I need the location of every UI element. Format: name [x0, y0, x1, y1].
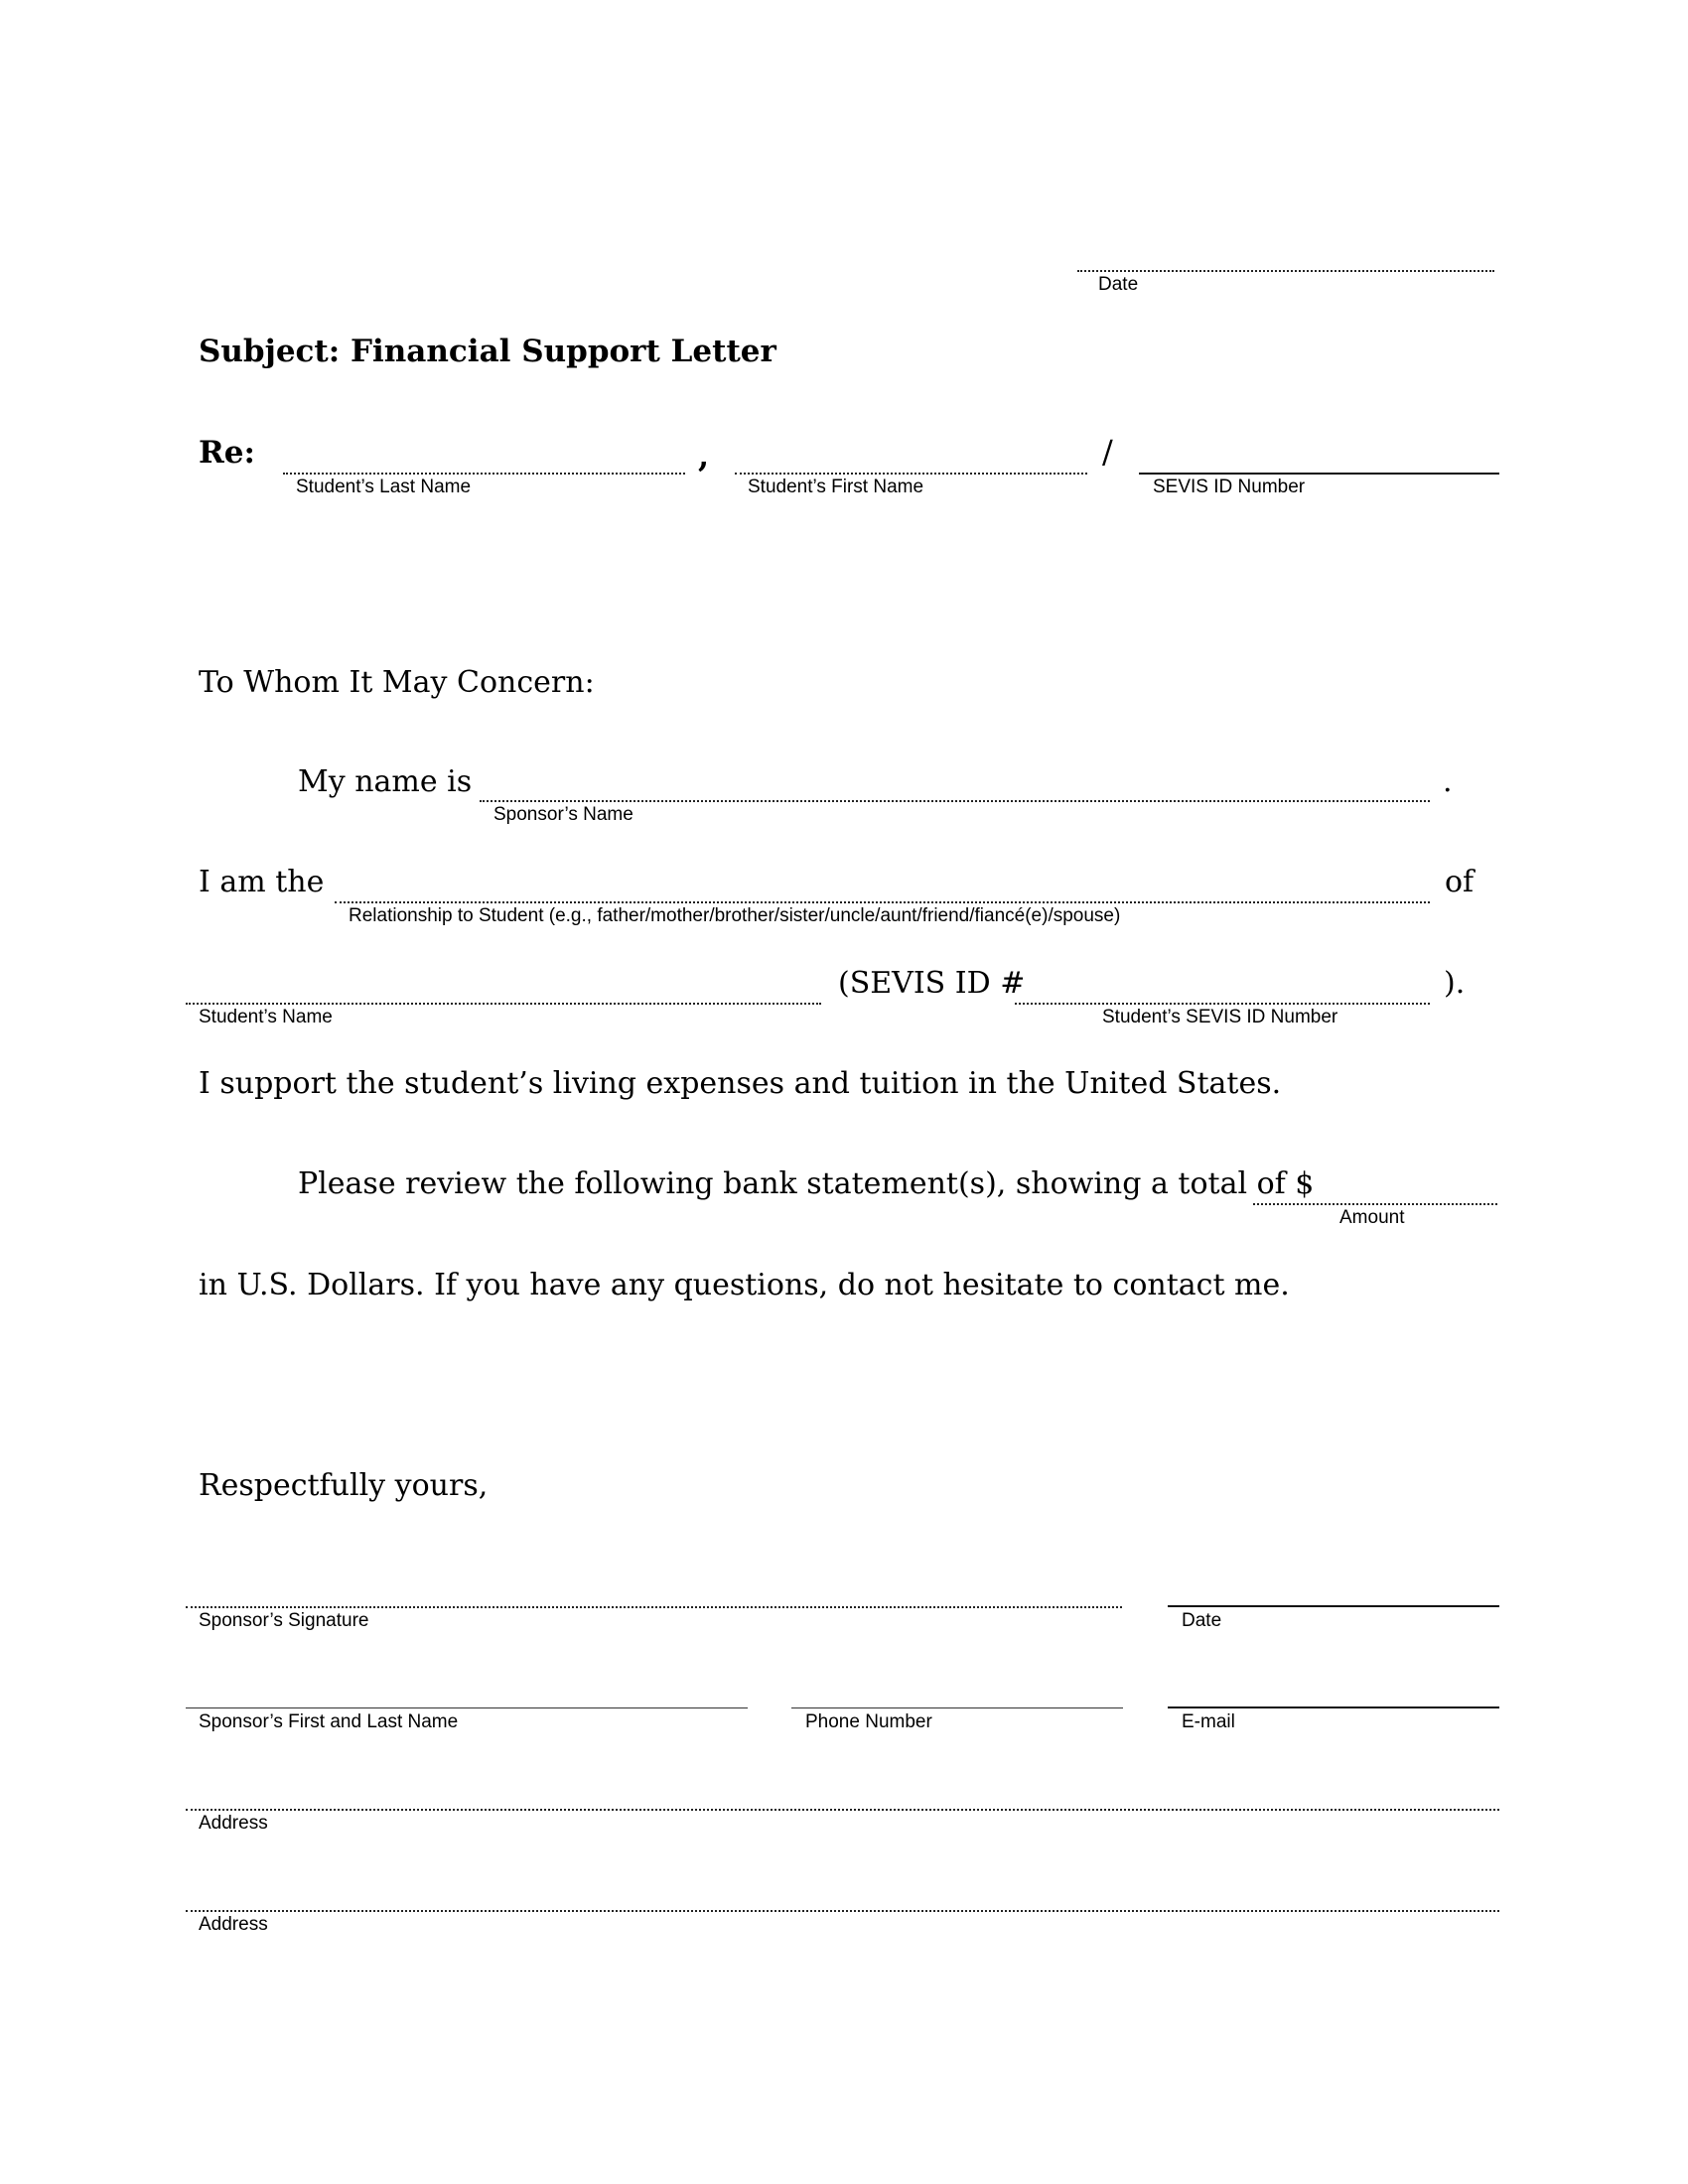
amount-field[interactable] — [1253, 1203, 1497, 1205]
email-field[interactable] — [1168, 1706, 1499, 1708]
student-name-caption: Student’s Name — [199, 1007, 333, 1027]
relationship-field[interactable] — [335, 901, 1430, 903]
phone-number-field[interactable] — [791, 1707, 1123, 1708]
email-caption: E-mail — [1182, 1711, 1235, 1732]
address-line-2-field[interactable] — [186, 1910, 1499, 1912]
sponsor-name-suffix: . — [1443, 764, 1453, 799]
address-line-1-field[interactable] — [186, 1809, 1499, 1811]
re-slash: / — [1102, 433, 1113, 471]
re-label: Re: — [199, 435, 255, 471]
address-line-2-caption: Address — [199, 1914, 268, 1935]
sevis-prefix: (SEVIS ID # — [838, 966, 1026, 1001]
relationship-suffix: of — [1445, 865, 1475, 899]
signature-date-field[interactable] — [1168, 1605, 1499, 1607]
last-name-caption: Student’s Last Name — [296, 477, 472, 497]
signature-date-caption: Date — [1182, 1610, 1222, 1631]
date-caption: Date — [1098, 274, 1139, 295]
date-field[interactable] — [1077, 270, 1494, 272]
sevis-id-caption: SEVIS ID Number — [1153, 477, 1306, 497]
phone-number-caption: Phone Number — [805, 1711, 932, 1732]
sponsor-full-name-field[interactable] — [186, 1707, 748, 1708]
student-name-field[interactable] — [186, 1003, 821, 1005]
relationship-caption: Relationship to Student (e.g., father/mother/brother/sister/uncle/aunt/friend/fiancé(e)/spouse) — [349, 905, 1121, 926]
sevis-id-field[interactable] — [1139, 473, 1499, 475]
sponsor-signature-field[interactable] — [186, 1606, 1122, 1608]
support-statement: I support the student’s living expenses and tuition in the United States. — [199, 1066, 1282, 1101]
student-sevis-field[interactable] — [1015, 1003, 1430, 1005]
subject-heading: Subject: Financial Support Letter — [199, 334, 776, 369]
first-name-caption: Student’s First Name — [748, 477, 924, 497]
student-first-name-field[interactable] — [735, 473, 1087, 475]
amount-caption: Amount — [1339, 1207, 1405, 1228]
signature-caption: Sponsor’s Signature — [199, 1610, 369, 1631]
bank-statement-text: Please review the following bank statement(s), showing a total of $ — [298, 1166, 1315, 1201]
greeting: To Whom It May Concern: — [199, 665, 595, 700]
sponsor-name-field[interactable] — [480, 800, 1430, 802]
relationship-prefix: I am the — [199, 865, 325, 899]
student-last-name-field[interactable] — [283, 473, 685, 475]
sevis-suffix: ). — [1444, 966, 1466, 1001]
closing-statement: in U.S. Dollars. If you have any questions, do not hesitate to contact me. — [199, 1268, 1290, 1302]
sponsor-name-caption: Sponsor’s Name — [493, 804, 633, 825]
student-sevis-caption: Student’s SEVIS ID Number — [1102, 1007, 1338, 1027]
sponsor-full-name-caption: Sponsor’s First and Last Name — [199, 1711, 459, 1732]
re-comma: , — [698, 437, 710, 475]
signoff: Respectfully yours, — [199, 1468, 489, 1503]
sponsor-name-prefix: My name is — [298, 764, 473, 799]
address-line-1-caption: Address — [199, 1813, 268, 1834]
